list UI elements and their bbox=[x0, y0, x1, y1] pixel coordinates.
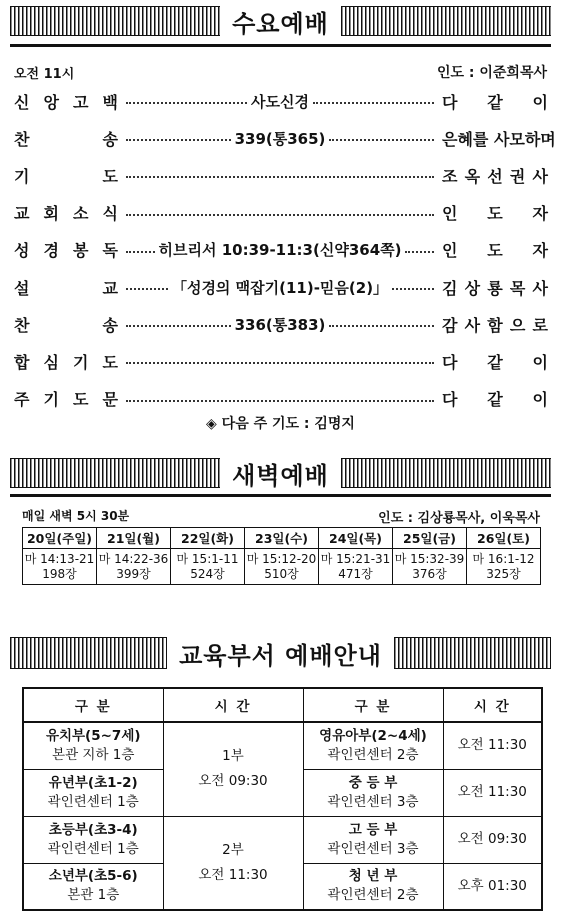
dawn-header bbox=[10, 458, 551, 488]
order-label-char: 교 bbox=[14, 204, 30, 224]
order-label bbox=[14, 90, 118, 113]
order-person-char: 같 bbox=[487, 92, 503, 112]
session-time-cell bbox=[163, 816, 303, 910]
header-hatch-right bbox=[341, 458, 551, 488]
dawn-passage: 마 15:21-31 bbox=[320, 551, 391, 566]
session-label: 2부 bbox=[222, 841, 244, 858]
order-label bbox=[14, 201, 118, 224]
department-cell bbox=[303, 722, 443, 769]
order-person bbox=[442, 201, 548, 224]
order-person-char: 목 bbox=[509, 278, 526, 298]
order-person-char: 상 bbox=[464, 278, 481, 298]
order-person-char: 다 bbox=[442, 390, 458, 410]
order-label-char: 합 bbox=[14, 352, 30, 372]
dawn-passage-cell bbox=[467, 549, 541, 585]
order-label bbox=[14, 313, 118, 336]
order-row bbox=[14, 88, 548, 114]
dot-leader bbox=[126, 176, 434, 178]
order-person bbox=[442, 350, 548, 373]
department-place: 본관 지하 1층 bbox=[52, 746, 135, 763]
header-hatch-left bbox=[10, 6, 220, 36]
session-time: 오전 11:30 bbox=[198, 866, 268, 883]
order-label-char: 봉 bbox=[73, 241, 89, 261]
department-name: 중 등 부 bbox=[348, 774, 398, 791]
order-label-char: 독 bbox=[102, 241, 118, 261]
department-place: 곽인련센터 3층 bbox=[327, 840, 419, 857]
wednesday-meta bbox=[14, 62, 547, 82]
order-person bbox=[442, 90, 548, 113]
dawn-time: 매일 새벽 5시 30분 bbox=[22, 509, 130, 523]
header-hatch-left bbox=[10, 458, 220, 488]
dot-leader bbox=[126, 325, 231, 327]
order-leader-dots bbox=[122, 277, 438, 298]
dawn-passage: 마 15:12-20 bbox=[246, 551, 317, 566]
order-row bbox=[14, 311, 548, 337]
dawn-meta bbox=[22, 507, 540, 526]
order-label bbox=[14, 387, 118, 410]
dawn-day-row bbox=[23, 528, 541, 549]
department-place: 곽인련센터 1층 bbox=[47, 793, 139, 810]
dot-leader bbox=[392, 288, 434, 290]
order-person-char: 이 bbox=[532, 390, 548, 410]
dawn-day-cell: 22일(화) bbox=[171, 528, 245, 549]
header-time-left: 시 간 bbox=[163, 688, 303, 722]
order-person-char: 은혜를 사모하며 bbox=[442, 129, 556, 149]
order-label-char: 설 bbox=[14, 278, 30, 298]
order-label-char: 송 bbox=[102, 315, 118, 335]
department-cell bbox=[23, 722, 163, 769]
department-cell bbox=[23, 816, 163, 863]
order-label-char: 도 bbox=[102, 166, 118, 186]
dawn-schedule-table bbox=[22, 527, 541, 585]
order-leader-dots bbox=[122, 314, 438, 335]
department-place: 곽인련센터 1층 bbox=[47, 840, 139, 857]
order-person bbox=[442, 127, 556, 150]
dot-leader bbox=[126, 400, 434, 402]
wednesday-leader: 인도 : 이준희목사 bbox=[436, 65, 547, 81]
order-person-char: 옥 bbox=[464, 166, 481, 186]
order-person bbox=[442, 313, 548, 336]
order-label-char: 고 bbox=[73, 92, 89, 112]
order-leader-dots bbox=[122, 128, 438, 149]
order-person bbox=[442, 164, 548, 187]
dawn-passage: 마 16:1-12 bbox=[472, 551, 535, 566]
order-label-char: 식 bbox=[102, 204, 118, 224]
department-time: 오전 11:30 bbox=[443, 769, 542, 816]
department-time: 오전 09:30 bbox=[443, 816, 542, 863]
order-label-char: 백 bbox=[102, 92, 118, 112]
dawn-hymn: 524장 bbox=[190, 566, 225, 581]
order-row bbox=[14, 386, 548, 412]
order-person-char: 자 bbox=[532, 241, 548, 261]
dot-leader bbox=[126, 362, 434, 364]
dawn-hymn: 510장 bbox=[264, 566, 299, 581]
dot-leader bbox=[126, 288, 168, 290]
order-person-char: 김 bbox=[442, 278, 458, 298]
order-label-char: 성 bbox=[14, 241, 30, 261]
order-row bbox=[14, 200, 548, 226]
department-cell bbox=[303, 863, 443, 910]
session-label: 1부 bbox=[222, 748, 244, 765]
order-leader-dots bbox=[122, 174, 438, 176]
session-time: 오전 09:30 bbox=[198, 773, 268, 790]
dawn-passage-cell bbox=[319, 549, 393, 585]
order-content: 히브리서 10:39-11:3(신약364쪽) bbox=[158, 241, 402, 260]
order-leader-dots bbox=[122, 91, 438, 112]
department-name: 청 년 부 bbox=[348, 868, 398, 885]
order-label-char: 기 bbox=[73, 352, 89, 372]
header-hatch-right bbox=[394, 637, 551, 669]
department-cell bbox=[303, 769, 443, 816]
dot-leader bbox=[405, 251, 434, 253]
order-person-char: 룡 bbox=[487, 278, 503, 298]
order-label-char: 찬 bbox=[14, 315, 30, 335]
order-person-char: 같 bbox=[487, 352, 503, 372]
dawn-passage-row bbox=[23, 549, 541, 585]
dawn-hymn: 325장 bbox=[486, 566, 521, 581]
dot-leader bbox=[126, 139, 231, 141]
order-person-char: 사 bbox=[532, 278, 548, 298]
dawn-day-cell: 21일(월) bbox=[97, 528, 171, 549]
dot-leader bbox=[126, 251, 155, 253]
order-label bbox=[14, 276, 118, 299]
dawn-passage-cell bbox=[97, 549, 171, 585]
order-leader-dots bbox=[122, 212, 438, 214]
dawn-title: 새벽예배 bbox=[220, 456, 341, 491]
header-time-right: 시 간 bbox=[443, 688, 542, 722]
next-week-prayer: ◈ 다음 주 기도 : 김명지 bbox=[206, 416, 355, 432]
department-name: 초등부(초3-4) bbox=[48, 821, 138, 838]
department-place: 본관 1층 bbox=[67, 887, 120, 904]
order-row bbox=[14, 125, 556, 151]
wednesday-divider bbox=[10, 44, 551, 47]
order-label-char: 송 bbox=[102, 129, 118, 149]
dawn-day-cell: 20일(주일) bbox=[23, 528, 97, 549]
order-person-char: 감 bbox=[442, 315, 458, 335]
order-person bbox=[442, 276, 548, 299]
header-division-left: 구 분 bbox=[23, 688, 163, 722]
dawn-passage-cell bbox=[171, 549, 245, 585]
order-label-char: 도 bbox=[102, 352, 118, 372]
dawn-passage-cell bbox=[23, 549, 97, 585]
education-row bbox=[23, 722, 542, 769]
order-label-char: 찬 bbox=[14, 129, 30, 149]
dawn-passage-cell bbox=[245, 549, 319, 585]
order-person-char: 로 bbox=[532, 315, 548, 335]
department-cell bbox=[23, 863, 163, 910]
dot-leader bbox=[126, 214, 434, 216]
order-content: 사도신경 bbox=[251, 92, 309, 111]
order-label-char: 회 bbox=[43, 204, 59, 224]
department-time: 오전 11:30 bbox=[443, 722, 542, 769]
dawn-hymn: 471장 bbox=[338, 566, 373, 581]
order-person-char: 사 bbox=[464, 315, 481, 335]
order-row bbox=[14, 162, 548, 188]
header-hatch-right bbox=[341, 6, 551, 36]
order-label bbox=[14, 350, 118, 373]
order-label-char: 경 bbox=[43, 241, 59, 261]
order-person-char: 같 bbox=[487, 390, 503, 410]
order-label bbox=[14, 164, 118, 187]
order-person-char: 조 bbox=[442, 166, 458, 186]
department-name: 영유아부(2~4세) bbox=[319, 727, 427, 744]
order-person-char: 다 bbox=[442, 92, 458, 112]
order-person-char: 함 bbox=[487, 315, 503, 335]
dawn-passage: 마 14:13-21 bbox=[24, 551, 95, 566]
dawn-hymn: 399장 bbox=[116, 566, 151, 581]
education-row bbox=[23, 816, 542, 863]
department-cell bbox=[303, 816, 443, 863]
order-person-char: 다 bbox=[442, 352, 458, 372]
dawn-passage: 마 14:22-36 bbox=[98, 551, 169, 566]
department-name: 소년부(초5-6) bbox=[48, 868, 138, 885]
order-label-char: 문 bbox=[102, 390, 118, 410]
order-label bbox=[14, 127, 118, 150]
header-division-right: 구 분 bbox=[303, 688, 443, 722]
order-row bbox=[14, 274, 548, 300]
education-header bbox=[10, 637, 551, 669]
order-label-char: 심 bbox=[43, 352, 59, 372]
education-table bbox=[22, 687, 543, 911]
order-person-char: 도 bbox=[487, 241, 503, 261]
education-title: 교육부서 예배안내 bbox=[167, 636, 394, 671]
header-hatch-left bbox=[10, 637, 167, 669]
order-leader-dots bbox=[122, 398, 438, 400]
order-person-char: 선 bbox=[487, 166, 503, 186]
dawn-day-cell: 25일(금) bbox=[393, 528, 467, 549]
session-time-cell bbox=[163, 722, 303, 816]
order-label-char: 기 bbox=[14, 166, 30, 186]
department-place: 곽인련센터 2층 bbox=[327, 746, 419, 763]
dawn-hymn: 198장 bbox=[42, 566, 77, 581]
dawn-passage-cell bbox=[393, 549, 467, 585]
order-leader-dots bbox=[122, 360, 438, 362]
order-person-char: 인 bbox=[442, 241, 458, 261]
department-name: 유치부(5~7세) bbox=[45, 727, 141, 744]
order-content: 「성경의 맥잡기(11)-믿음(2)」 bbox=[171, 278, 389, 297]
order-person-char: 자 bbox=[532, 204, 548, 224]
dot-leader bbox=[329, 325, 434, 327]
order-content: 339(통365) bbox=[234, 129, 326, 148]
order-row bbox=[14, 348, 548, 374]
dawn-day-cell: 26일(토) bbox=[467, 528, 541, 549]
order-person-char: 권 bbox=[509, 166, 526, 186]
department-place: 곽인련센터 2층 bbox=[327, 887, 419, 904]
dawn-passage: 마 15:1-11 bbox=[176, 551, 239, 566]
dot-leader bbox=[329, 139, 434, 141]
dawn-passage: 마 15:32-39 bbox=[394, 551, 465, 566]
order-person bbox=[442, 387, 548, 410]
order-person bbox=[442, 238, 548, 261]
dawn-leader: 인도 : 김상룡목사, 이욱목사 bbox=[378, 511, 540, 526]
order-label-char: 앙 bbox=[43, 92, 59, 112]
order-person-char: 인 bbox=[442, 204, 458, 224]
education-header-row bbox=[23, 688, 542, 722]
order-label-char: 주 bbox=[14, 390, 30, 410]
dawn-day-cell: 24일(목) bbox=[319, 528, 393, 549]
order-row bbox=[14, 237, 548, 263]
order-leader-dots bbox=[122, 239, 438, 260]
wednesday-title: 수요예배 bbox=[220, 4, 341, 39]
wednesday-header bbox=[10, 6, 551, 36]
order-label-char: 소 bbox=[73, 204, 89, 224]
order-label-char: 기 bbox=[43, 390, 59, 410]
department-cell bbox=[23, 769, 163, 816]
dawn-divider bbox=[10, 494, 551, 497]
order-label-char: 신 bbox=[14, 92, 30, 112]
order-person-char: 도 bbox=[487, 204, 503, 224]
order-person-char: 이 bbox=[532, 92, 548, 112]
dawn-hymn: 376장 bbox=[412, 566, 447, 581]
department-name: 고 등 부 bbox=[348, 821, 398, 838]
wednesday-time: 오전 11시 bbox=[14, 66, 75, 82]
order-label bbox=[14, 238, 118, 261]
department-place: 곽인련센터 3층 bbox=[327, 793, 419, 810]
order-person-char: 으 bbox=[509, 315, 526, 335]
department-name: 유년부(초1-2) bbox=[48, 774, 138, 791]
order-label-char: 교 bbox=[102, 278, 118, 298]
dawn-day-cell: 23일(수) bbox=[245, 528, 319, 549]
order-content: 336(통383) bbox=[234, 315, 326, 334]
department-time: 오후 01:30 bbox=[443, 863, 542, 910]
order-label-char: 도 bbox=[73, 390, 89, 410]
order-person-char: 사 bbox=[532, 166, 548, 186]
dot-leader bbox=[126, 102, 247, 104]
dot-leader bbox=[313, 102, 434, 104]
order-person-char: 이 bbox=[532, 352, 548, 372]
